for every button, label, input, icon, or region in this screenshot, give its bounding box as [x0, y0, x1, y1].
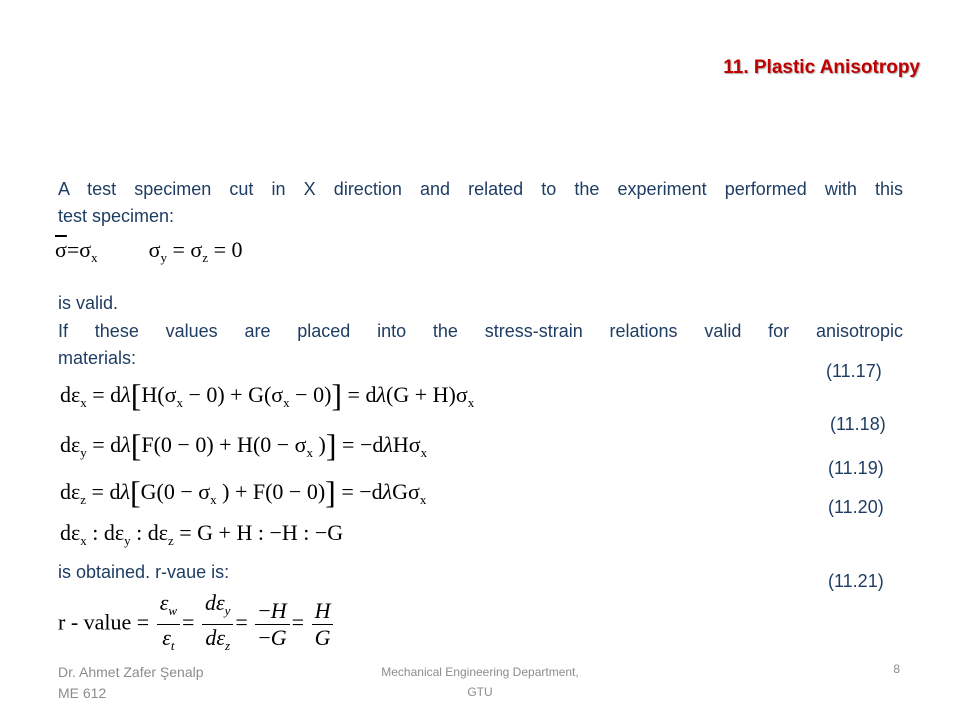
fraction-eps-w-over-eps-t: $\frac{\varepsilon_w}{\varepsilon_t}$: [157, 590, 180, 659]
footer-department-block: [330, 662, 630, 702]
fraction-deps-y-over-deps-z: $\frac{d\varepsilon_y}{d\varepsilon_z}$: [202, 590, 233, 659]
equation-number-11-21: (11.21): [828, 571, 884, 591]
paragraph-2-line-2: materials:: [58, 348, 137, 368]
slide-title: 11. Plastic Anisotropy: [723, 57, 920, 78]
footer-author-block: [58, 662, 204, 704]
footer-author: Dr. Ahmet Zafer Şenalp: [58, 664, 204, 680]
equation-number-11-20: (11.20): [828, 497, 884, 517]
equation-11-20: $d\varepsilon_x$ : $d\varepsilon_y$ : $d\varepsilon_z = G + H$ : −H : −G: [60, 520, 344, 548]
footer-department-line-1: Mechanical Engineering Department,: [381, 665, 579, 679]
paragraph-2-line-1: If these values are placed into the stress-strain relations valid for anisotropic: [58, 321, 903, 341]
fraction-minus-h-over-minus-g: $\frac{-H}{-G}$: [255, 598, 289, 651]
fraction-h-over-g: $\frac{H}{G}$: [312, 598, 334, 651]
footer-course: ME 612: [58, 685, 107, 701]
equation-11-19: $d\varepsilon_z = d\lambda[G(0 - \sigma_x$ ) + F(0 − 0)] = −dλGσ$_x$: [60, 474, 427, 510]
equation-number-11-17: (11.17): [826, 361, 882, 381]
equation-stress-state: $\overline{\sigma}=\sigma_x$ $\sigma_y = \sigma_z = 0$: [55, 237, 243, 265]
footer-department-line-2: GTU: [467, 685, 493, 699]
footer-page-number: 8: [893, 662, 900, 676]
equation-11-18: $d\varepsilon_y = d\lambda[F(0 - 0) + H(0 - \sigma_x$ )] = −dλHσ$_x$: [60, 427, 428, 463]
paragraph-1-line-1: A test specimen cut in X direction and related to the experiment performed with this: [58, 179, 903, 199]
equation-11-21: r - value = $\frac{\varepsilon_w}{\varepsilon_t}$ = $\frac{d\varepsilon_y}{d\varepsilon_z}$ = $\frac{-H}{-G}$ = $\frac{H}{G}$: [58, 590, 335, 659]
equation-11-17: $d\varepsilon_x = d\lambda[H(\sigma_x - 0) + G(\sigma_x - 0)] = d\lambda(G + H)\sigma_x$: [60, 377, 475, 413]
is-obtained-text: is obtained. r-vaue is:: [58, 562, 230, 582]
equation-number-11-19: (11.19): [828, 458, 884, 478]
equation-number-11-18: (11.18): [830, 414, 886, 434]
paragraph-1-line-2: test specimen:: [58, 206, 175, 226]
is-valid-text: is valid.: [58, 293, 119, 313]
